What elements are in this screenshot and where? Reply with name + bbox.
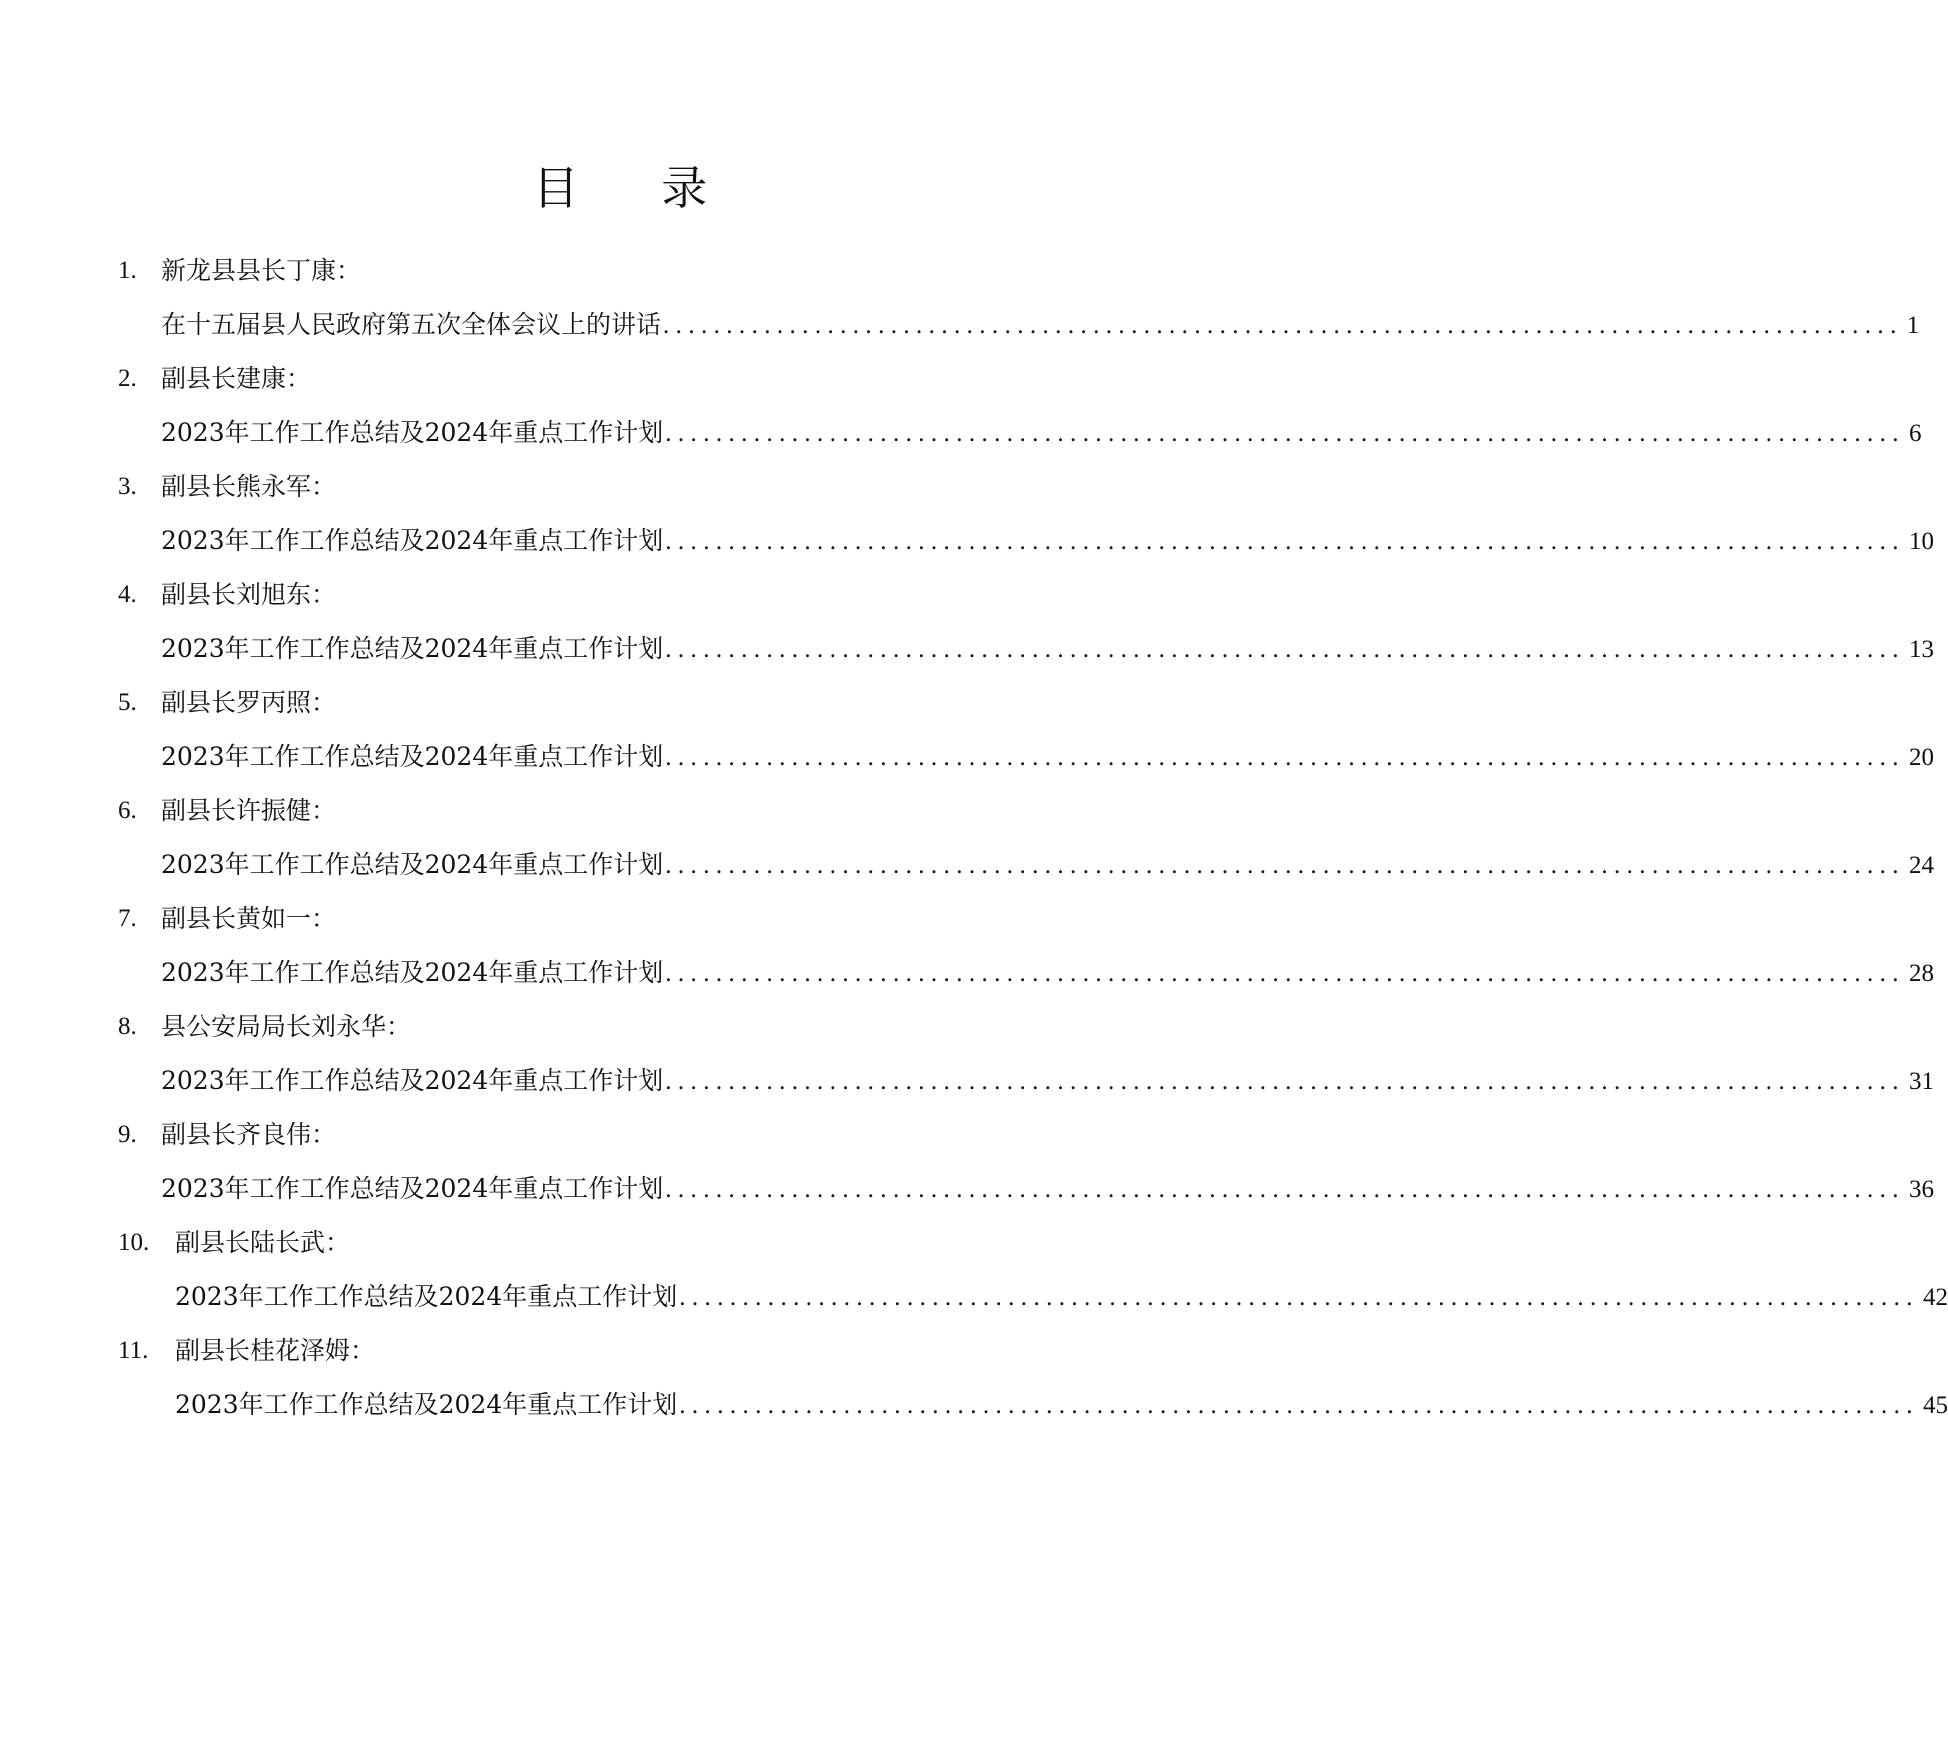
toc-entry-title: 2023年工作工作总结及2024年重点工作计划 <box>161 850 664 879</box>
toc-entry-author: 县公安局局长刘永华： <box>161 1012 412 1041</box>
page-title: 目 录 <box>532 161 742 215</box>
toc-entry-title: 2023年工作工作总结及2024年重点工作计划 <box>161 742 664 771</box>
toc-entry-number: 7. <box>118 905 137 932</box>
toc-entry-author: 副县长桂花泽姆： <box>175 1336 376 1365</box>
toc-entry-page-number: 10 <box>1908 528 1934 555</box>
toc-entry-author: 副县长罗丙照： <box>161 688 337 717</box>
toc-entry[interactable] <box>118 676 1934 784</box>
toc-entry[interactable] <box>118 892 1934 1000</box>
toc-entry[interactable] <box>118 460 1934 568</box>
toc-entry-page-number: 6 <box>1908 420 1922 447</box>
toc-entry-author: 副县长刘旭东： <box>161 580 337 609</box>
toc-entry-author: 副县长黄如一： <box>161 904 337 933</box>
dot-leader: .................................................................................................. <box>665 636 1905 663</box>
toc-entry-title: 2023年工作工作总结及2024年重点工作计划 <box>175 1390 678 1419</box>
toc-entry-number: 10. <box>118 1229 150 1256</box>
toc-entry-title-line <box>118 1162 1934 1216</box>
table-of-contents <box>118 244 1948 1432</box>
toc-entry[interactable] <box>118 568 1934 676</box>
toc-entry-author: 副县长建康： <box>161 364 312 393</box>
toc-entry-number: 11. <box>118 1337 149 1364</box>
toc-entry-page-number: 28 <box>1908 960 1934 987</box>
dot-leader: .................................................................................................. <box>665 852 1905 879</box>
toc-entry-heading <box>118 1324 1123 1378</box>
toc-entry-heading <box>118 1216 1123 1270</box>
toc-entry-author: 副县长齐良伟： <box>161 1120 337 1149</box>
toc-entry-page-number: 36 <box>1908 1176 1934 1203</box>
toc-entry-title: 2023年工作工作总结及2024年重点工作计划 <box>161 1174 664 1203</box>
toc-entry-page-number: 1 <box>1906 312 1920 339</box>
toc-entry-title-line <box>118 838 1934 892</box>
toc-entry-heading <box>118 244 1123 298</box>
toc-entry-title: 2023年工作工作总结及2024年重点工作计划 <box>161 418 664 447</box>
toc-entry-heading <box>118 568 1123 622</box>
toc-entry-title: 2023年工作工作总结及2024年重点工作计划 <box>161 526 664 555</box>
toc-entry-title-line <box>118 1054 1934 1108</box>
toc-entry-author: 新龙县县长丁康： <box>161 256 362 285</box>
toc-entry-title: 2023年工作工作总结及2024年重点工作计划 <box>175 1282 678 1311</box>
toc-entry-author: 副县长许振健： <box>161 796 337 825</box>
toc-entry-number: 1. <box>118 257 137 284</box>
dot-leader: .................................................................................................. <box>665 420 1905 447</box>
toc-entry-number: 4. <box>118 581 137 608</box>
toc-entry[interactable] <box>118 784 1934 892</box>
dot-leader: .................................................................................................. <box>665 528 1905 555</box>
toc-entry-heading <box>118 352 1123 406</box>
toc-entry[interactable] <box>118 1324 1948 1432</box>
toc-entry-heading <box>118 1000 1123 1054</box>
dot-leader: .................................................................................................. <box>679 1284 1919 1311</box>
dot-leader: .................................................................................................. <box>665 1176 1905 1203</box>
toc-entry-title-line <box>118 1378 1948 1432</box>
dot-leader: .................................................................................................. <box>665 1068 1905 1095</box>
toc-entry-number: 5. <box>118 689 137 716</box>
toc-entry-number: 6. <box>118 797 137 824</box>
toc-entry-heading <box>118 1108 1123 1162</box>
toc-entry-title: 2023年工作工作总结及2024年重点工作计划 <box>161 1066 664 1095</box>
toc-entry-heading <box>118 784 1123 838</box>
toc-entry-page-number: 24 <box>1908 852 1934 879</box>
toc-entry-number: 3. <box>118 473 137 500</box>
toc-entry-title: 在十五届县人民政府第五次全体会议上的讲话 <box>161 310 662 339</box>
toc-entry-title-line <box>118 514 1934 568</box>
toc-entry[interactable] <box>118 352 1922 460</box>
toc-entry-number: 9. <box>118 1121 137 1148</box>
toc-entry-title-line <box>118 406 1922 460</box>
toc-entry-page-number: 42 <box>1922 1284 1948 1311</box>
toc-entry-title-line <box>118 1270 1948 1324</box>
toc-entry-heading <box>118 892 1123 946</box>
toc-entry-number: 2. <box>118 365 137 392</box>
toc-entry-title-line <box>118 946 1934 1000</box>
toc-entry-page-number: 31 <box>1908 1068 1934 1095</box>
toc-entry-author: 副县长熊永军： <box>161 472 337 501</box>
dot-leader: .................................................................................................. <box>665 960 1905 987</box>
dot-leader: .................................................................................................. <box>663 312 1903 339</box>
toc-entry[interactable] <box>118 244 1920 352</box>
dot-leader: .................................................................................................. <box>679 1392 1919 1419</box>
toc-entry-title-line <box>118 622 1934 676</box>
toc-entry-title-line <box>118 730 1934 784</box>
toc-entry[interactable] <box>118 1108 1934 1216</box>
dot-leader: .................................................................................................. <box>665 744 1905 771</box>
toc-entry-title-line <box>118 298 1920 352</box>
toc-entry-page-number: 45 <box>1922 1392 1948 1419</box>
toc-entry-heading <box>118 676 1123 730</box>
toc-entry-number: 8. <box>118 1013 137 1040</box>
toc-entry[interactable] <box>118 1216 1948 1324</box>
toc-entry-author: 副县长陆长武： <box>175 1228 351 1257</box>
toc-entry-page-number: 20 <box>1908 744 1934 771</box>
toc-entry[interactable] <box>118 1000 1934 1108</box>
toc-entry-heading <box>118 460 1123 514</box>
toc-entry-page-number: 13 <box>1908 636 1934 663</box>
toc-entry-title: 2023年工作工作总结及2024年重点工作计划 <box>161 634 664 663</box>
toc-entry-title: 2023年工作工作总结及2024年重点工作计划 <box>161 958 664 987</box>
